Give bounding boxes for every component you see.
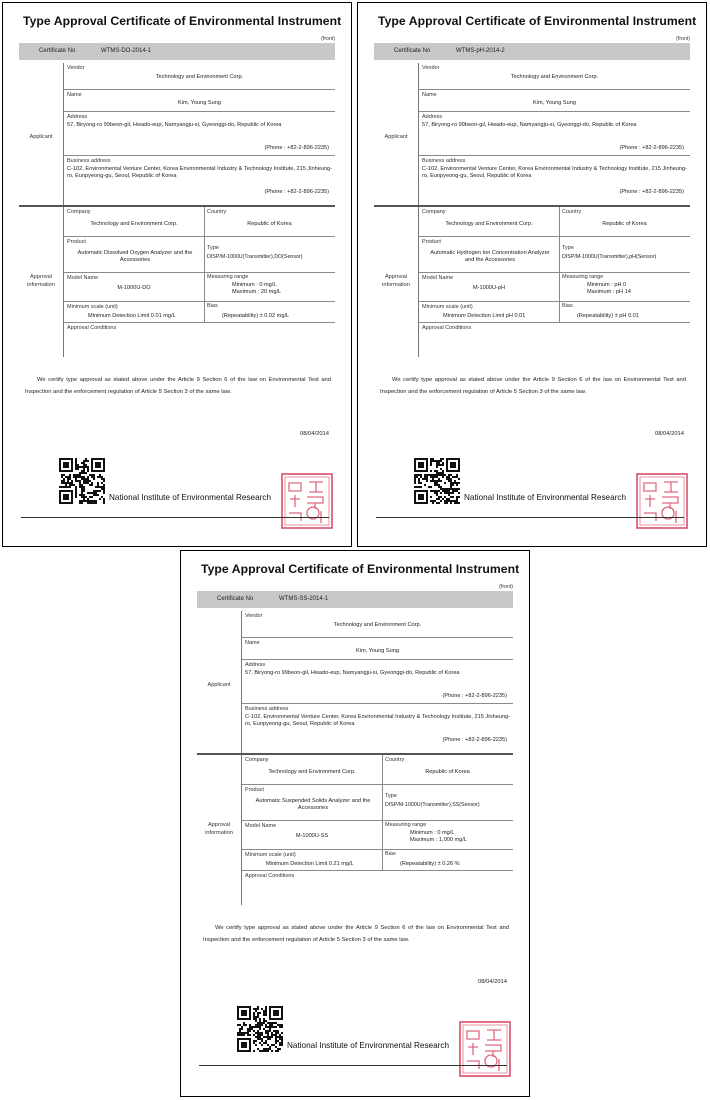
certificate-number-label: Certificate No bbox=[394, 48, 431, 54]
model-label: Model Name bbox=[422, 275, 454, 281]
name-value: Kim, Young Sung bbox=[533, 100, 576, 106]
measuring-range-label: Measuring range bbox=[562, 274, 604, 280]
certificate-title: Type Approval Certificate of Environmental Instrument bbox=[23, 14, 342, 28]
product-value: Automatic Dissolved Oxygen Analyzer and the Accessories bbox=[77, 250, 193, 264]
approval-label: Approval information bbox=[382, 274, 410, 288]
certificate-dissolved-oxygen bbox=[2, 2, 352, 547]
business-address-value: C-102, Environmental Venture Center, Korea Environmental Industry & Technology Institute, 215 Jinheung-ro, Eunpyeong-gu, Seoul, Republic of Korea bbox=[422, 166, 687, 180]
product-value: Automatic Suspended Solids Analyzer and the Accessories bbox=[255, 798, 371, 812]
business-address-value: C-102, Environmental Venture Center, Korea Environmental Industry & Technology Institute, 215 Jinheung-ro, Eunpyeong-gu, Seoul, Republic of Korea bbox=[67, 166, 332, 180]
front-label: (front) bbox=[676, 36, 690, 42]
model-value: M-1000U-DO bbox=[117, 285, 151, 291]
certificate-number-bar bbox=[197, 591, 513, 608]
range-minimum: Minimum : 0 mg/L bbox=[410, 830, 455, 836]
approval-conditions-label: Approval Conditions bbox=[422, 325, 472, 331]
country-value: Republic of Korea bbox=[602, 221, 647, 227]
approval-label: Approval information bbox=[205, 822, 233, 836]
country-value: Republic of Korea bbox=[247, 221, 292, 227]
address-label: Address bbox=[67, 114, 88, 120]
vendor-value: Technology and Environment Corp. bbox=[510, 74, 599, 80]
address-phone: (Phone : +82-2-896-2235) bbox=[619, 145, 684, 151]
measuring-range-label: Measuring range bbox=[385, 822, 427, 828]
applicant-label: Applicant bbox=[207, 682, 231, 688]
business-address-value: C-102, Environmental Venture Center, Korea Environmental Industry & Technology Institute, 215 Jinheung-ro, Eunpyeong-gu, Seoul, Republic of Korea bbox=[245, 714, 510, 728]
range-minimum: Minimum : 0 mg/L bbox=[232, 282, 277, 288]
business-address-label: Business address bbox=[245, 706, 289, 712]
certificate-title: Type Approval Certificate of Environmental Instrument bbox=[201, 562, 520, 576]
company-label: Company bbox=[245, 757, 269, 763]
issuing-organization: National Institute of Environmental Research bbox=[109, 493, 272, 502]
business-phone: (Phone : +82-2-896-2235) bbox=[619, 189, 684, 195]
qr-code-icon bbox=[414, 458, 460, 504]
qr-code-icon bbox=[59, 458, 105, 504]
certificate-number-bar bbox=[19, 43, 335, 60]
issuing-organization: National Institute of Environmental Research bbox=[287, 1041, 450, 1050]
signature-line bbox=[199, 1065, 507, 1066]
minimum-scale-value: Minimum Detection Limit 0.21 mg/L bbox=[266, 861, 354, 867]
measuring-range-label: Measuring range bbox=[207, 274, 249, 280]
range-maximum: Maximum : pH 14 bbox=[587, 289, 631, 295]
country-label: Country bbox=[385, 757, 405, 763]
product-label: Product bbox=[67, 239, 86, 245]
official-seal-icon bbox=[459, 1021, 511, 1077]
certification-statement: We certify type approval as stated above under the Article 9 Section 6 of the law on Environmental Test and Inspection and the enforcement regulation of Article 5 Section 3 of the same law. bbox=[380, 377, 686, 395]
country-label: Country bbox=[207, 209, 227, 215]
company-value: Technology and Environment Corp. bbox=[268, 769, 356, 775]
official-seal-icon bbox=[636, 473, 688, 529]
company-label: Company bbox=[422, 209, 446, 215]
certification-statement: We certify type approval as stated above under the Article 9 Section 6 of the law on Environmental Test and Inspection and the enforcement regulation of Article 5 Section 3 of the same law. bbox=[203, 925, 509, 943]
business-phone: (Phone : +82-2-896-2235) bbox=[442, 737, 507, 743]
business-phone: (Phone : +82-2-896-2235) bbox=[264, 189, 329, 195]
approval-conditions-label: Approval Conditions bbox=[245, 873, 295, 879]
address-label: Address bbox=[422, 114, 443, 120]
approval-label: Approval information bbox=[27, 274, 55, 288]
range-minimum: Minimum : pH 0 bbox=[587, 282, 627, 288]
official-seal-icon bbox=[281, 473, 333, 529]
name-label: Name bbox=[422, 92, 437, 98]
issue-date: 08/04/2014 bbox=[477, 979, 507, 985]
company-label: Company bbox=[67, 209, 91, 215]
bias-label: Bias bbox=[207, 303, 218, 309]
signature-line bbox=[376, 517, 684, 518]
name-label: Name bbox=[67, 92, 82, 98]
minimum-scale-value: Minimum Detection Limit pH 0.01 bbox=[443, 313, 526, 319]
company-value: Technology and Environment Corp. bbox=[445, 221, 533, 227]
signature-line bbox=[21, 517, 329, 518]
applicant-section bbox=[374, 63, 690, 207]
certification-statement: We certify type approval as stated above under the Article 9 Section 6 of the law on Environmental Test and Inspection and the enforcement regulation of Article 5 Section 3 of the same law. bbox=[25, 377, 331, 395]
type-label: Type bbox=[385, 793, 397, 799]
applicant-section bbox=[197, 611, 513, 755]
business-address-label: Business address bbox=[67, 158, 111, 164]
issue-date: 08/04/2014 bbox=[654, 431, 684, 437]
approval-section bbox=[19, 207, 335, 357]
address-value: 57, Biryong-ro 99beon-gil, Hwado-eup, Namyangju-si, Gyeonggi-do, Republic of Korea bbox=[245, 670, 460, 676]
applicant-label: Applicant bbox=[384, 134, 408, 140]
certificate-suspended-solids bbox=[180, 550, 530, 1097]
vendor-label: Vendor bbox=[67, 65, 85, 71]
vendor-value: Technology and Environment Corp. bbox=[333, 622, 422, 628]
address-value: 57, Biryong-ro 99beon-gil, Hwado-eup, Namyangju-si, Gyeonggi-do, Republic of Korea bbox=[422, 122, 637, 128]
certificate-number-label: Certificate No bbox=[39, 48, 76, 54]
issuing-organization: National Institute of Environmental Research bbox=[464, 493, 627, 502]
certificate-number-label: Certificate No bbox=[217, 596, 254, 602]
issue-date: 08/04/2014 bbox=[299, 431, 329, 437]
model-value: M-1000U-pH bbox=[472, 285, 506, 291]
name-label: Name bbox=[245, 640, 260, 646]
qr-code-icon bbox=[237, 1006, 283, 1052]
bias-label: Bias bbox=[385, 851, 396, 857]
type-value: DISP/M-1000U(Transmitter),DO(Sensor) bbox=[207, 254, 303, 260]
address-label: Address bbox=[245, 662, 266, 668]
approval-section bbox=[374, 207, 690, 357]
type-label: Type bbox=[562, 245, 574, 251]
name-value: Kim, Young Sung bbox=[356, 648, 399, 654]
front-label: (front) bbox=[499, 584, 513, 590]
front-label: (front) bbox=[321, 36, 335, 42]
bias-value: (Repeatability) ± 0.02 mg/L bbox=[222, 313, 290, 319]
model-label: Model Name bbox=[245, 823, 277, 829]
vendor-value: Technology and Environment Corp. bbox=[155, 74, 244, 80]
minimum-scale-label: Minimum scale (unit) bbox=[422, 304, 473, 310]
name-value: Kim, Young Sung bbox=[178, 100, 221, 106]
type-label: Type bbox=[207, 245, 219, 251]
country-value: Republic of Korea bbox=[425, 769, 470, 775]
model-value: M-1000U-SS bbox=[295, 833, 329, 839]
bias-value: (Repeatability) ± 0.26 % bbox=[400, 861, 460, 867]
approval-conditions-label: Approval Conditions bbox=[67, 325, 117, 331]
certificate-title: Type Approval Certificate of Environmental Instrument bbox=[378, 14, 697, 28]
country-label: Country bbox=[562, 209, 582, 215]
minimum-scale-label: Minimum scale (unit) bbox=[67, 304, 118, 310]
company-value: Technology and Environment Corp. bbox=[90, 221, 178, 227]
type-value: DISP/M-1000U(Transmitter),pH(Sensor) bbox=[562, 254, 657, 260]
applicant-label: Applicant bbox=[29, 134, 53, 140]
product-label: Product bbox=[422, 239, 441, 245]
range-maximum: Maximum : 1,000 mg/L bbox=[410, 837, 467, 843]
business-address-label: Business address bbox=[422, 158, 466, 164]
bias-label: Bias bbox=[562, 303, 573, 309]
certificate-number: WTMS-pH-2014-2 bbox=[456, 48, 505, 54]
bias-value: (Repeatability) ± pH 0.01 bbox=[577, 313, 639, 319]
approval-section bbox=[197, 755, 513, 905]
address-phone: (Phone : +82-2-896-2235) bbox=[442, 693, 507, 699]
certificate-number: WTMS-DO-2014-1 bbox=[101, 48, 152, 54]
certificate-number: WTMS-SS-2014-1 bbox=[279, 596, 329, 602]
range-maximum: Maximum : 20 mg/L bbox=[232, 289, 282, 295]
minimum-scale-value: Minimum Detection Limit 0.01 mg/L bbox=[88, 313, 176, 319]
certificate-number-bar bbox=[374, 43, 690, 60]
certificate-hydrogen-ion bbox=[357, 2, 707, 547]
type-value: DISP/M-1000U(Transmitter),SS(Sensor) bbox=[385, 802, 480, 808]
product-value: Automatic Hydrogen Ion Concentration Analyzer and the Accessories bbox=[430, 250, 550, 264]
vendor-label: Vendor bbox=[422, 65, 440, 71]
address-phone: (Phone : +82-2-896-2235) bbox=[264, 145, 329, 151]
address-value: 57, Biryong-ro 99beon-gil, Hwado-eup, Namyangju-si, Gyeonggi-do, Republic of Korea bbox=[67, 122, 282, 128]
vendor-label: Vendor bbox=[245, 613, 263, 619]
product-label: Product bbox=[245, 787, 264, 793]
model-label: Model Name bbox=[67, 275, 99, 281]
minimum-scale-label: Minimum scale (unit) bbox=[245, 852, 296, 858]
applicant-section bbox=[19, 63, 335, 207]
